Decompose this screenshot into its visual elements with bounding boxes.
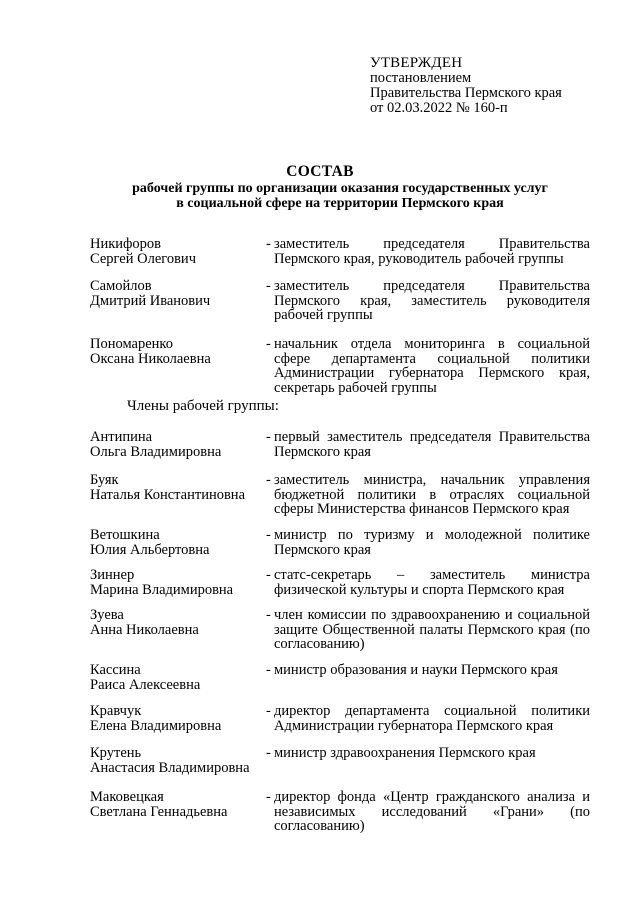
entry-dash: - xyxy=(266,472,271,488)
person-name xyxy=(90,337,265,366)
members-heading: Члены рабочей группы: xyxy=(127,398,279,414)
person-role: директор фонда «Центр гражданского анализа и независимых исследований «Грани» (по согласованию) xyxy=(274,789,590,834)
person-role: статс-секретарь – заместитель министра физической культуры и спорта Пермского края xyxy=(274,567,590,598)
person-given-name: Анастасия Владимировна xyxy=(90,759,250,776)
subtitle-line-2: в социальной сфере на территории Пермского края xyxy=(176,196,504,211)
person-name xyxy=(90,528,265,557)
approval-date: от 02.03.2022 № 160-п xyxy=(370,100,508,116)
person-surname: Крутень xyxy=(90,745,142,761)
person-surname: Пономаренко xyxy=(90,336,173,352)
entry-dash: - xyxy=(266,703,271,719)
person-name xyxy=(90,237,265,266)
person-given-name: Елена Владимировна xyxy=(90,717,222,734)
approval-title: УТВЕРЖДЕН xyxy=(370,55,463,71)
entry-dash: - xyxy=(266,236,271,252)
entry-dash: - xyxy=(266,662,271,678)
person-given-name: Анна Николаевна xyxy=(90,621,199,638)
person-given-name: Светлана Геннадьевна xyxy=(90,803,228,820)
entry-dash: - xyxy=(266,278,271,294)
person-name xyxy=(90,568,265,597)
person-surname: Антипина xyxy=(90,429,153,445)
entry-dash: - xyxy=(266,527,271,543)
approval-line-3: Правительства Пермского края xyxy=(370,85,562,101)
person-role: первый заместитель председателя Правительства Пермского края xyxy=(274,429,590,460)
person-role: министр здравоохранения Пермского края xyxy=(274,745,536,761)
person-name xyxy=(90,790,265,819)
document-title: СОСТАВ xyxy=(286,163,354,180)
person-given-name: Ольга Владимировна xyxy=(90,443,222,460)
person-surname: Буяк xyxy=(90,472,119,488)
person-surname: Никифоров xyxy=(90,236,162,252)
person-surname: Зиннер xyxy=(90,567,135,583)
person-given-name: Марина Владимировна xyxy=(90,581,234,598)
document-subtitle xyxy=(90,181,590,211)
person-role: министр по туризму и молодежной политике Пермского края xyxy=(274,527,590,558)
entry-dash: - xyxy=(266,607,271,623)
person-surname: Зуева xyxy=(90,607,124,623)
person-given-name: Наталья Константиновна xyxy=(90,486,246,503)
entry-dash: - xyxy=(266,745,271,761)
person-role: директор департамента социальной политики Администрации губернатора Пермского края xyxy=(274,703,590,734)
person-given-name: Юлия Альбертовна xyxy=(90,541,210,558)
person-given-name: Дмитрий Иванович xyxy=(90,292,211,309)
person-role: начальник отдела мониторинга в социальной сфере департамента социальной политики Администрации губернатора Пермского края, секретарь рабочей группы xyxy=(274,336,590,396)
approval-stamp xyxy=(370,56,562,116)
entry-dash: - xyxy=(266,429,271,445)
person-name xyxy=(90,430,265,459)
person-role: министр образования и науки Пермского края xyxy=(274,662,558,678)
person-surname: Самойлов xyxy=(90,278,152,294)
person-surname: Кассина xyxy=(90,662,141,678)
person-given-name: Раиса Алексеевна xyxy=(90,676,201,693)
person-name xyxy=(90,704,265,733)
person-name xyxy=(90,279,265,308)
entry-dash: - xyxy=(266,336,271,352)
person-name xyxy=(90,746,265,775)
person-given-name: Сергей Олегович xyxy=(90,250,196,267)
person-role: заместитель министра, начальник управления бюджетной политики в отраслях социальной сферы Министерства финансов Пермского края xyxy=(274,472,590,517)
subtitle-line-1: рабочей группы по организации оказания государственных услуг xyxy=(132,181,548,196)
person-role: заместитель председателя Правительства Пермского края, руководитель рабочей группы xyxy=(274,236,590,267)
person-given-name: Оксана Николаевна xyxy=(90,350,211,367)
person-name xyxy=(90,608,265,637)
approval-line-2: постановлением xyxy=(370,70,472,86)
person-name xyxy=(90,663,265,692)
person-surname: Ветошкина xyxy=(90,527,160,543)
entry-dash: - xyxy=(266,789,271,805)
person-surname: Маковецкая xyxy=(90,789,164,805)
person-name xyxy=(90,473,265,502)
entry-dash: - xyxy=(266,567,271,583)
person-role: заместитель председателя Правительства Пермского края, заместитель руководителя рабочей группы xyxy=(274,278,590,323)
person-surname: Кравчук xyxy=(90,703,142,719)
person-role: член комиссии по здравоохранению и социальной защите Общественной палаты Пермского края (по согласованию) xyxy=(274,607,590,652)
